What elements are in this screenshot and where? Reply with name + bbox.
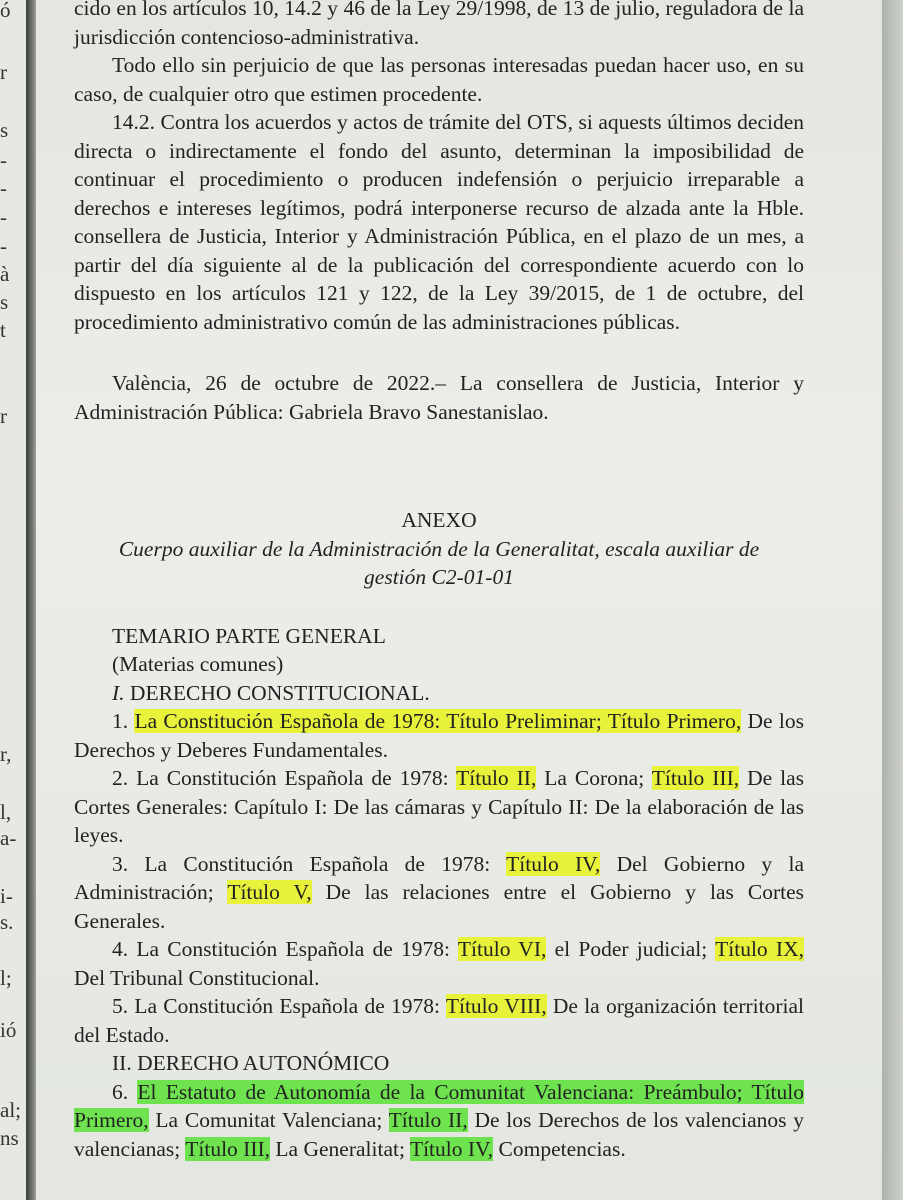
margin-char: -: [0, 234, 7, 258]
margin-char: i-: [0, 884, 13, 908]
paragraph: cido en los artículos 10, 14.2 y 46 de la Ley 29/1998, de 13 de julio, reguladora de la jurisdicción contencioso-administrativa.: [74, 0, 804, 49]
list-item: [74, 764, 804, 850]
section-title: DERECHO CONSTITUCIONAL.: [129, 680, 430, 705]
item-text: Del Tribunal Constitucional.: [74, 965, 320, 990]
list-item: [74, 850, 804, 936]
list-item: [74, 1078, 804, 1164]
paragraph: Todo ello sin perjuicio de que las personas interesadas puedan hacer uso, en su caso, de cualquier otro que estimen procedente.: [74, 53, 804, 106]
item-text: Del Gobierno y la Administración;: [74, 851, 804, 904]
item-text: La Generalitat;: [270, 1136, 410, 1161]
highlight-yellow: Título IV,: [506, 851, 601, 876]
highlight-green: Título III,: [185, 1136, 271, 1161]
highlight-yellow: Título V,: [227, 880, 312, 904]
highlight-yellow: La Constitución Española de 1978: Título Preliminar; Título Primero,: [134, 709, 742, 733]
margin-char: l;: [0, 966, 12, 990]
item-text: 5. La Constitución Española de 1978:: [112, 994, 446, 1018]
highlight-yellow: Título IX,: [715, 937, 804, 961]
item-text: De las Cortes Generales: Capítulo I: De las cámaras y Capítulo II: De la elaboración de las leyes.: [74, 766, 804, 847]
highlight-yellow: Título II,: [456, 766, 537, 790]
list-item: [74, 935, 804, 992]
item-text: De los Derechos de los valencianos y valencianas;: [74, 1108, 804, 1161]
highlight-yellow: Título III,: [651, 766, 740, 790]
margin-char: -: [0, 176, 7, 200]
item-text: 4. La Constitución Española de 1978:: [112, 937, 458, 961]
item-text: 3. La Constitución Española de 1978:: [112, 851, 507, 876]
item-text: La Comunitat Valenciana;: [148, 1108, 389, 1132]
item-text: De la organización territorial del Estado.: [74, 994, 805, 1047]
materias-label: (Materias comunes): [112, 652, 284, 676]
annex-subtitle: Cuerpo auxiliar de la Administración de la Generalitat, escala auxiliar de gestión C2-01-01: [118, 536, 760, 589]
margin-char: -: [0, 205, 7, 229]
item-number: 6.: [112, 1079, 129, 1104]
margin-char: r: [0, 60, 7, 84]
temario-heading: TEMARIO PARTE GENERAL: [112, 623, 386, 648]
highlight-yellow: Título VI,: [457, 937, 547, 961]
item-text: La Corona;: [536, 766, 652, 790]
margin-char: r: [0, 404, 7, 428]
margin-char: s: [0, 118, 9, 142]
margin-char: -: [0, 148, 7, 172]
section-heading: [74, 679, 804, 708]
item-text: 2. La Constitución Española de 1978:: [112, 766, 457, 790]
margin-char: s: [0, 290, 9, 314]
document-page: [36, 0, 882, 1200]
list-item: [74, 707, 804, 764]
margin-char: à: [0, 262, 10, 286]
margin-char: ó: [0, 0, 11, 22]
list-item: [74, 992, 804, 1049]
margin-char: t: [0, 318, 6, 342]
margin-char: ió: [0, 1018, 17, 1042]
item-text: De los Derechos y Deberes Fundamentales.: [74, 709, 804, 762]
section-heading: II. DERECHO AUTONÓMICO: [112, 1051, 390, 1075]
right-page-edge: [882, 0, 903, 1200]
highlight-green: El Estatuto de Autonomía de la Comunitat Valenciana: Preámbulo; Título Primero,: [74, 1079, 805, 1132]
signature: València, 26 de octubre de 2022.– La consellera de Justicia, Interior y Administración Pública: Gabriela Bravo Sanestanislao.: [74, 371, 804, 424]
margin-char: s.: [0, 910, 14, 934]
highlight-green: Título II,: [388, 1108, 468, 1132]
highlight-green: Título IV,: [409, 1136, 494, 1161]
section-number: I.: [112, 680, 125, 705]
margin-char: ns: [0, 1126, 19, 1150]
item-text: Competencias.: [493, 1136, 626, 1161]
paragraph: 14.2. Contra los acuerdos y actos de trámite del OTS, si aquests últimos deciden directa o indirectamente el fondo del asunto, determinan la imposibilidad de continuar el procedimiento o producen indefensión o perjuicio irreparable a derechos e intereses legítimos, podrá interponerse recurso de alzada ante la Hble. consellera de Justicia, Interior y Administración Pública, en el plazo de un mes, a partir del día siguiente al de la publicación del correspondiente acuerdo con lo dispuesto en los artículos 121 y 122, de la Ley 39/2015, de 1 de octubre, del procedimiento administrativo común de las administraciones públicas.: [74, 110, 804, 334]
item-text: el Poder judicial;: [546, 937, 716, 961]
margin-char: r,: [0, 742, 12, 766]
highlight-yellow: Título VIII,: [445, 994, 547, 1018]
item-text: De las relaciones entre el Gobierno y las Cortes Generales.: [74, 880, 804, 933]
margin-char: a-: [0, 826, 17, 850]
item-number: 1.: [112, 709, 129, 733]
body-text: [74, 0, 804, 1163]
annex-title: ANEXO: [401, 508, 477, 532]
margin-char: l,: [0, 800, 12, 824]
margin-char: al;: [0, 1098, 21, 1122]
left-page-edge: [0, 0, 26, 1200]
